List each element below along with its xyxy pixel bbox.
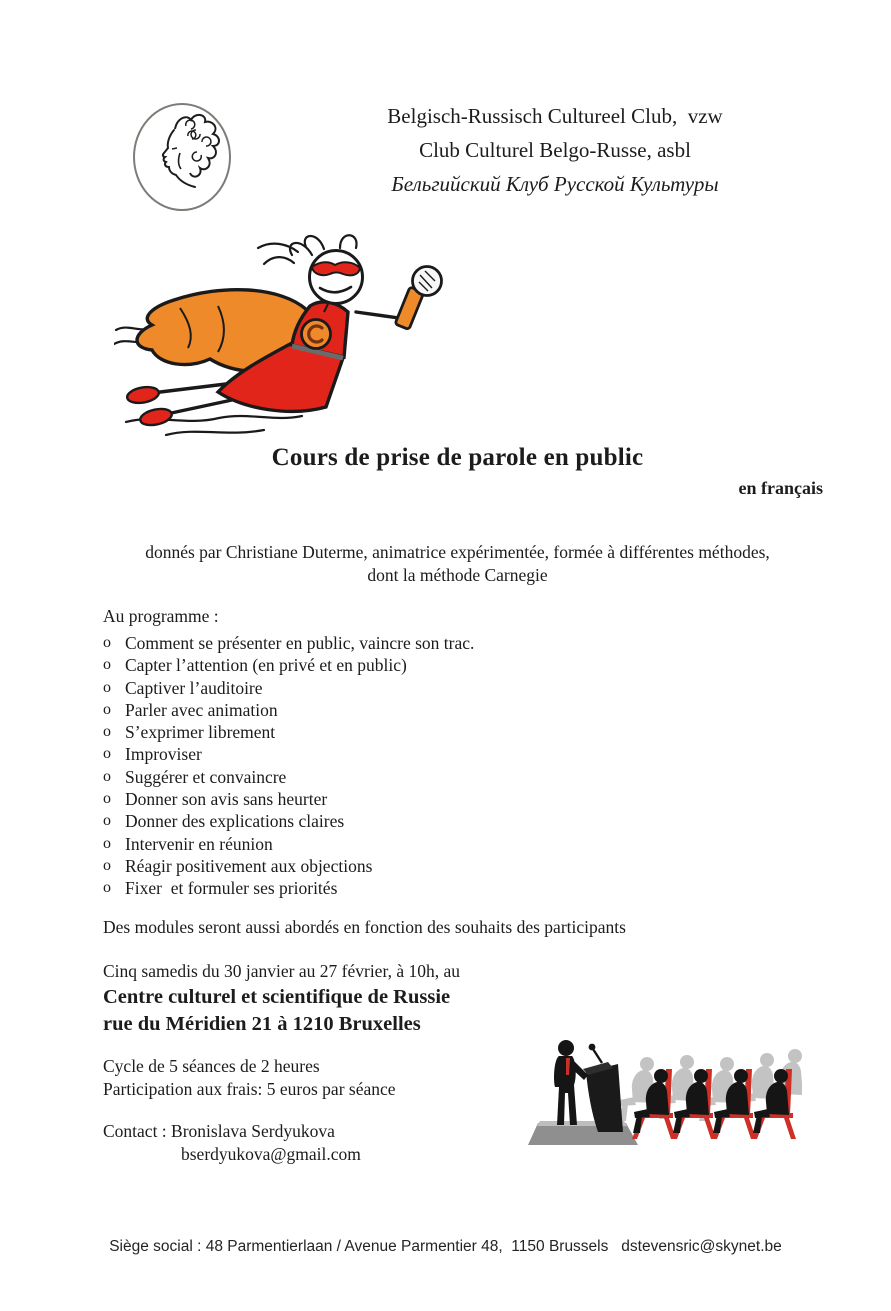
bullet-marker: o [103, 812, 111, 830]
venue-name: Centre culturel et scientifique de Russie [103, 986, 451, 1008]
pushkin-portrait-logo-icon [130, 100, 234, 214]
program-item-text: Intervenir en réunion [125, 833, 273, 854]
program-item [103, 833, 763, 855]
schedule-line: Cinq samedis du 30 janvier au 27 février, à 10h, au [103, 961, 460, 981]
program-item [103, 766, 763, 788]
bullet-marker: o [103, 678, 111, 696]
bullet-marker: o [103, 767, 111, 785]
language-note: en français [738, 478, 823, 498]
bullet-marker: o [103, 879, 111, 897]
program-item-text: Donner son avis sans heurter [125, 789, 328, 810]
speaker-audience-illustration [526, 1035, 802, 1148]
bullet-marker: o [103, 634, 111, 651]
instructor-intro-line1: donnés par Christiane Duterme, animatrice expérimentée, formée à différentes méthodes, [145, 542, 770, 562]
shoe-left [126, 385, 160, 405]
contact-email: bserdyukova@gmail.com [181, 1144, 361, 1164]
superwoman-microphone-illustration [114, 226, 468, 440]
shoe-right [139, 406, 173, 427]
program-item-text: Capter l’attention (en privé et en public) [125, 655, 407, 676]
club-name-russian: Бельгийский Клуб Русской Культуры [391, 172, 719, 196]
bullet-marker: o [103, 723, 111, 741]
bullet-marker: o [103, 790, 111, 808]
contact-block [103, 1120, 361, 1166]
contact-name: Contact : Bronislava Serdyukova [103, 1121, 335, 1141]
bullet-marker: o [103, 656, 111, 674]
program-item [103, 721, 763, 743]
footer-address: Siège social : 48 Parmentierlaan / Avenue Parmentier 48, 1150 Brussels dstevensric@skynet.be [109, 1238, 782, 1255]
speaker-silhouette [554, 1040, 588, 1125]
program-item [103, 654, 763, 676]
program-list [103, 632, 763, 900]
bullet-marker: o [103, 856, 111, 874]
program-item-text: Comment se présenter en public, vaincre son trac. [125, 633, 475, 653]
program-item-text: S’exprimer librement [125, 722, 276, 743]
bullet-marker: o [103, 834, 111, 852]
program-item [103, 632, 763, 654]
program-item-text: Réagir positivement aux objections [125, 855, 373, 876]
instructor-intro [48, 541, 867, 587]
program-item-text: Donner des explications claires [125, 811, 345, 832]
program-item-text: Suggérer et convaincre [125, 766, 287, 787]
program-item [103, 743, 763, 765]
program-item [103, 788, 763, 810]
program-item-text: Parler avec animation [125, 699, 278, 720]
microphone-head [413, 267, 442, 296]
modules-note: Des modules seront aussi abordés en fonction des souhaits des participants [103, 917, 626, 937]
club-name-dutch: Belgisch-Russisch Cultureel Club, vzw [387, 104, 723, 128]
bullet-marker: o [103, 745, 111, 763]
logo-eye [172, 148, 177, 149]
course-title: Cours de prise de parole en public [271, 444, 644, 471]
program-item-text: Improviser [125, 744, 202, 765]
program-item [103, 855, 763, 877]
club-name-french: Club Culturel Belgo-Russe, asbl [419, 138, 691, 162]
cycle-line: Cycle de 5 séances de 2 heures [103, 1056, 320, 1076]
head [310, 251, 363, 304]
bullet-marker: o [103, 700, 111, 718]
fee-line: Participation aux frais: 5 euros par séance [103, 1079, 396, 1099]
club-header [296, 99, 814, 201]
program-item [103, 877, 763, 899]
program-heading: Au programme : [103, 606, 219, 626]
program-item-text: Fixer et formuler ses priorités [125, 878, 338, 899]
mask [312, 262, 360, 275]
chest-emblem [302, 320, 331, 349]
program-item [103, 810, 763, 832]
program-item [103, 677, 763, 699]
program-item [103, 699, 763, 721]
program-item-text: Captiver l’auditoire [125, 677, 263, 698]
cycle-block [103, 1055, 396, 1101]
venue-block [103, 984, 450, 1037]
instructor-intro-line2: dont la méthode Carnegie [367, 565, 548, 585]
venue-address: rue du Méridien 21 à 1210 Bruxelles [103, 1012, 421, 1035]
podium-microphone-icon [589, 1044, 596, 1051]
podium-microphone-arm [593, 1049, 602, 1063]
